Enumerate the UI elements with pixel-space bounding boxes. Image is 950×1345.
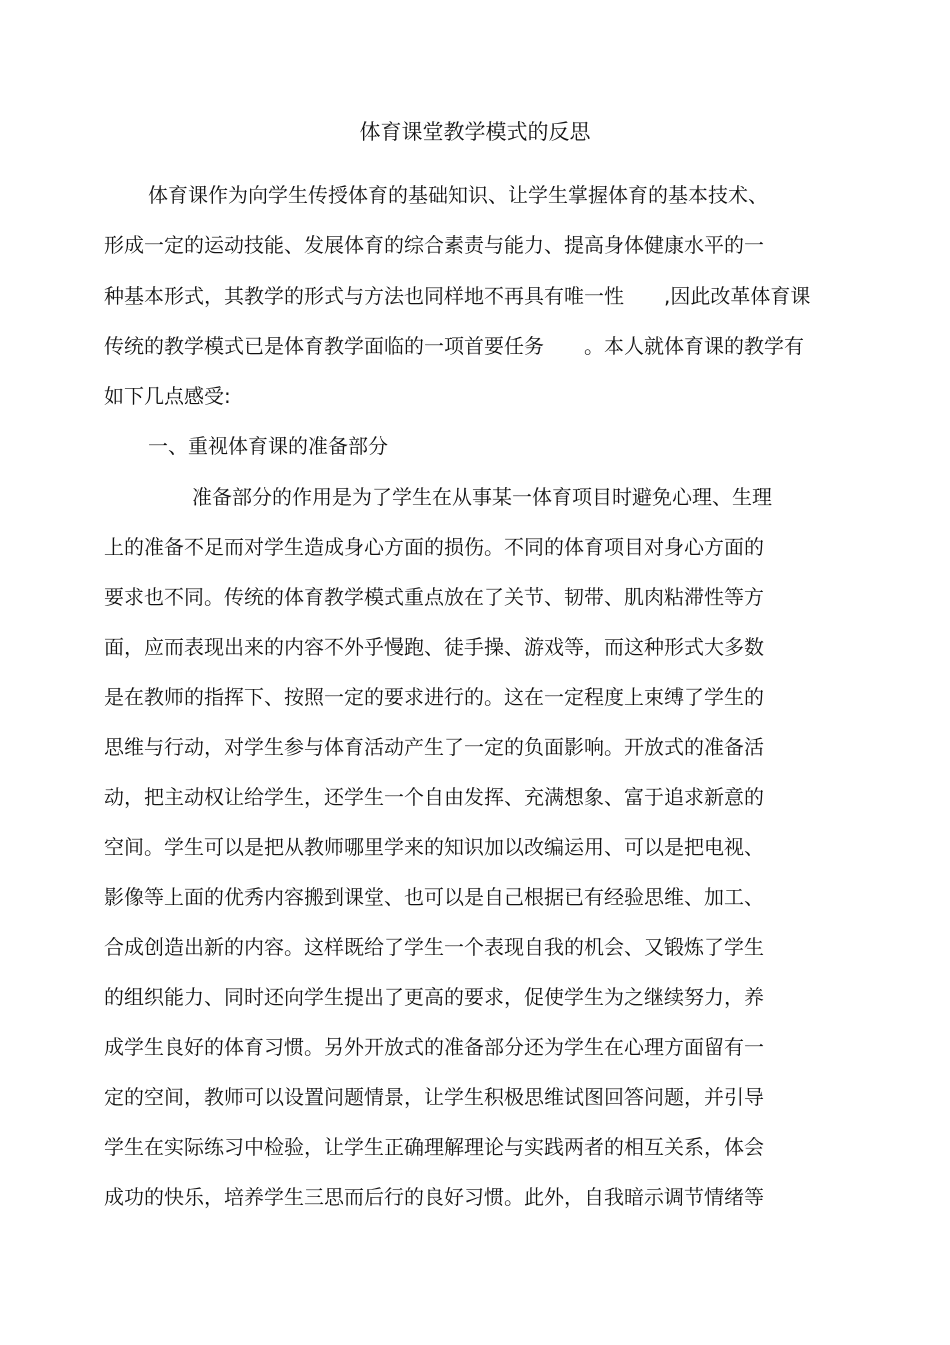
- section-line-12: 成学生良好的体育习惯。另外开放式的准备部分还为学生在心理方面留有一: [104, 1035, 764, 1059]
- section-heading: 一、重视体育课的准备部分: [148, 434, 388, 458]
- intro-line-1: 体育课作为向学生传授体育的基础知识、让学生掌握体育的基本技术、: [148, 183, 768, 207]
- section-line-3: 要求也不同。传统的体育教学模式重点放在了关节、韧带、肌肉粘滞性等方: [104, 585, 764, 609]
- section-line-5: 是在教师的指挥下、按照一定的要求进行的。这在一定程度上束缚了学生的: [104, 685, 764, 709]
- section-line-11: 的组织能力、同时还向学生提出了更高的要求，促使学生为之继续努力，养: [104, 985, 764, 1009]
- section-line-6: 思维与行动，对学生参与体育活动产生了一定的负面影响。开放式的准备活: [104, 735, 764, 759]
- section-line-14: 学生在实际练习中检验，让学生正确理解理论与实践两者的相互关系，体会: [104, 1135, 764, 1159]
- intro-line-2: 形成一定的运动技能、发展体育的综合素责与能力、提高身体健康水平的一: [104, 233, 764, 257]
- section-line-7: 动，把主动权让给学生，还学生一个自由发挥、充满想象、富于追求新意的: [104, 785, 764, 809]
- section-line-15: 成功的快乐，培养学生三思而后行的良好习惯。此外，自我暗示调节情绪等: [104, 1185, 764, 1209]
- section-line-13: 定的空间，教师可以设置问题情景，让学生积极思维试图回答问题，并引导: [104, 1085, 764, 1109]
- section-line-8: 空间。学生可以是把从教师哪里学来的知识加以改编运用、可以是把电视、: [104, 835, 764, 859]
- section-line-1: 准备部分的作用是为了学生在从事某一体育项目时避免心理、生理: [192, 485, 772, 509]
- section-line-9: 影像等上面的优秀内容搬到课堂、也可以是自己根据已有经验思维、加工、: [104, 885, 764, 909]
- document-title: 体育课堂教学模式的反思: [359, 120, 591, 144]
- section-line-4: 面，应而表现出来的内容不外乎慢跑、徒手操、游戏等，而这种形式大多数: [104, 635, 764, 659]
- section-line-10: 合成创造出新的内容。这样既给了学生一个表现自我的机会、又锻炼了学生: [104, 935, 764, 959]
- intro-line-4: 传统的教学模式已是体育教学面临的一项首要任务 。本人就体育课的教学有: [104, 334, 804, 358]
- intro-line-3: 种基本形式，其教学的形式与方法也同样地不再具有唯一性 ,因此改革体育课: [104, 284, 811, 308]
- intro-line-5: 如下几点感受:: [104, 384, 231, 408]
- section-line-2: 上的准备不足而对学生造成身心方面的损伤。不同的体育项目对身心方面的: [104, 535, 764, 559]
